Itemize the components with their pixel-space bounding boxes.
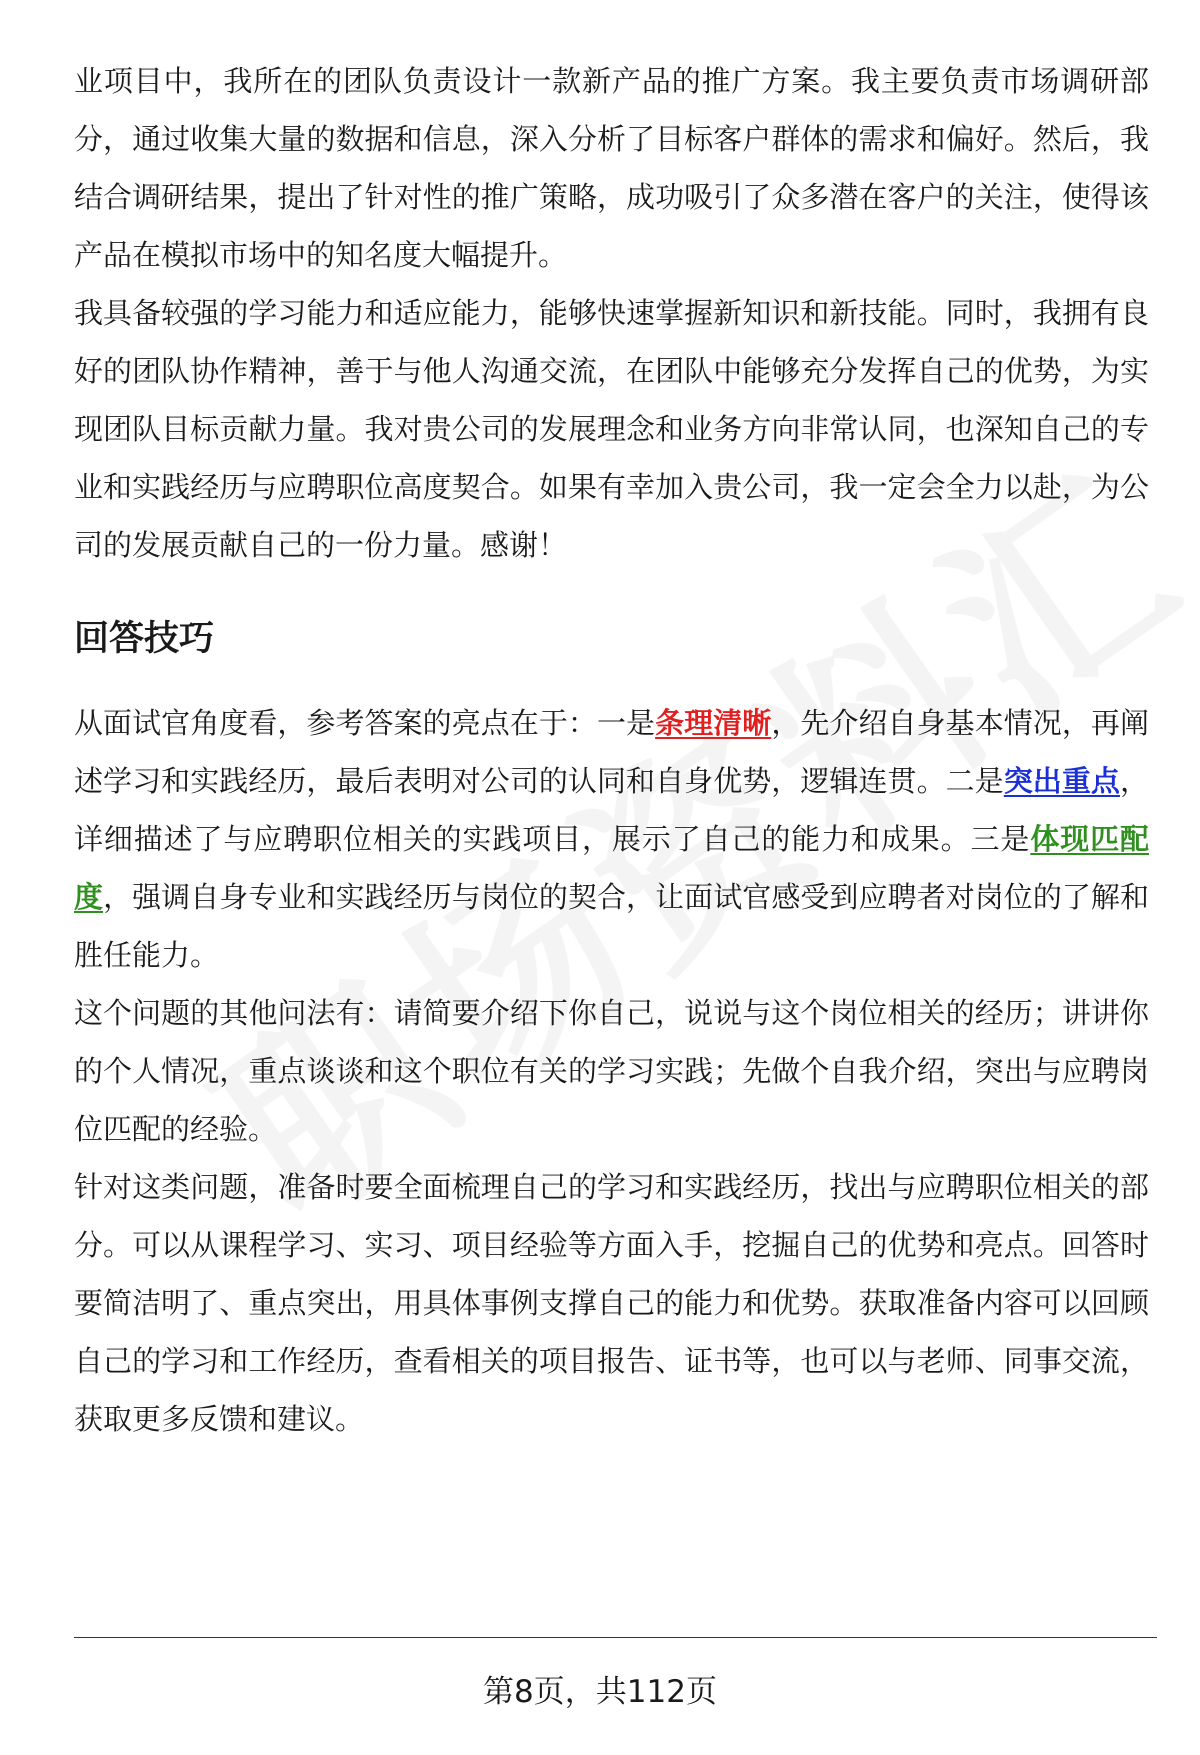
paragraph-abilities: 我具备较强的学习能力和适应能力，能够快速掌握新知识和新技能。同时，我拥有良好的团队协作精神，善于与他人沟通交流，在团队中能够充分发挥自己的优势，为实现团队目标贡献力量。我对贵公司的发展理念和业务方向非常认同，也深知自己的专业和实践经历与应聘职位高度契合。如果有幸加入贵公司，我一定会全力以赴，为公司的发展贡献自己的一份力量。感谢！ (74, 296, 1149, 562)
paragraph-preparation-tips: 针对这类问题，准备时要全面梳理自己的学习和实践经历，找出与应聘职位相关的部分。可以从课程学习、实习、项目经验等方面入手，挖掘自己的优势和亮点。回答时要简洁明了、重点突出，用具体事例支撑自己的能力和优势。获取准备内容可以回顾自己的学习和工作经历，查看相关的项目报告、证书等，也可以与老师、同事交流，获取更多反馈和建议。 (74, 1170, 1149, 1436)
section-title: 回答技巧 (74, 619, 215, 659)
highlight-organized: 条理清晰 (655, 706, 772, 740)
text-segment: ，详细描述了与应聘职位相关的实践项目，展示了自己的能力和成果。三是 (74, 764, 1149, 856)
highlight-match: 体现匹配度 (74, 822, 1149, 914)
page-number: 第8页，共112页 (483, 1674, 717, 1710)
text-segment: ，强调自身专业和实践经历与岗位的契合，让面试官感受到应聘者对岗位的了解和胜任能力。 (74, 880, 1149, 972)
text-segment: 从面试官角度看，参考答案的亮点在于：一是 (74, 706, 656, 740)
text-segment: ，先介绍自身基本情况，再阐述学习和实践经历，最后表明对公司的认同和自身优势，逻辑连贯。二是 (74, 706, 1149, 798)
highlight-focus: 突出重点 (1003, 764, 1120, 798)
document-body (74, 52, 1149, 1448)
paragraph-alternative-questions: 这个问题的其他问法有：请简要介绍下你自己，说说与这个岗位相关的经历；讲讲你的个人情况，重点谈谈和这个职位有关的学习实践；先做个自我介绍，突出与应聘岗位匹配的经验。 (74, 996, 1149, 1146)
paragraph-project-experience: 业项目中，我所在的团队负责设计一款新产品的推广方案。我主要负责市场调研部分，通过收集大量的数据和信息，深入分析了目标客户群体的需求和偏好。然后，我结合调研结果，提出了针对性的推广策略，成功吸引了众多潜在客户的关注，使得该产品在模拟市场中的知名度大幅提升。 (74, 64, 1149, 272)
paragraph-answer-highlights (74, 694, 1149, 984)
footer-divider (74, 1637, 1157, 1638)
